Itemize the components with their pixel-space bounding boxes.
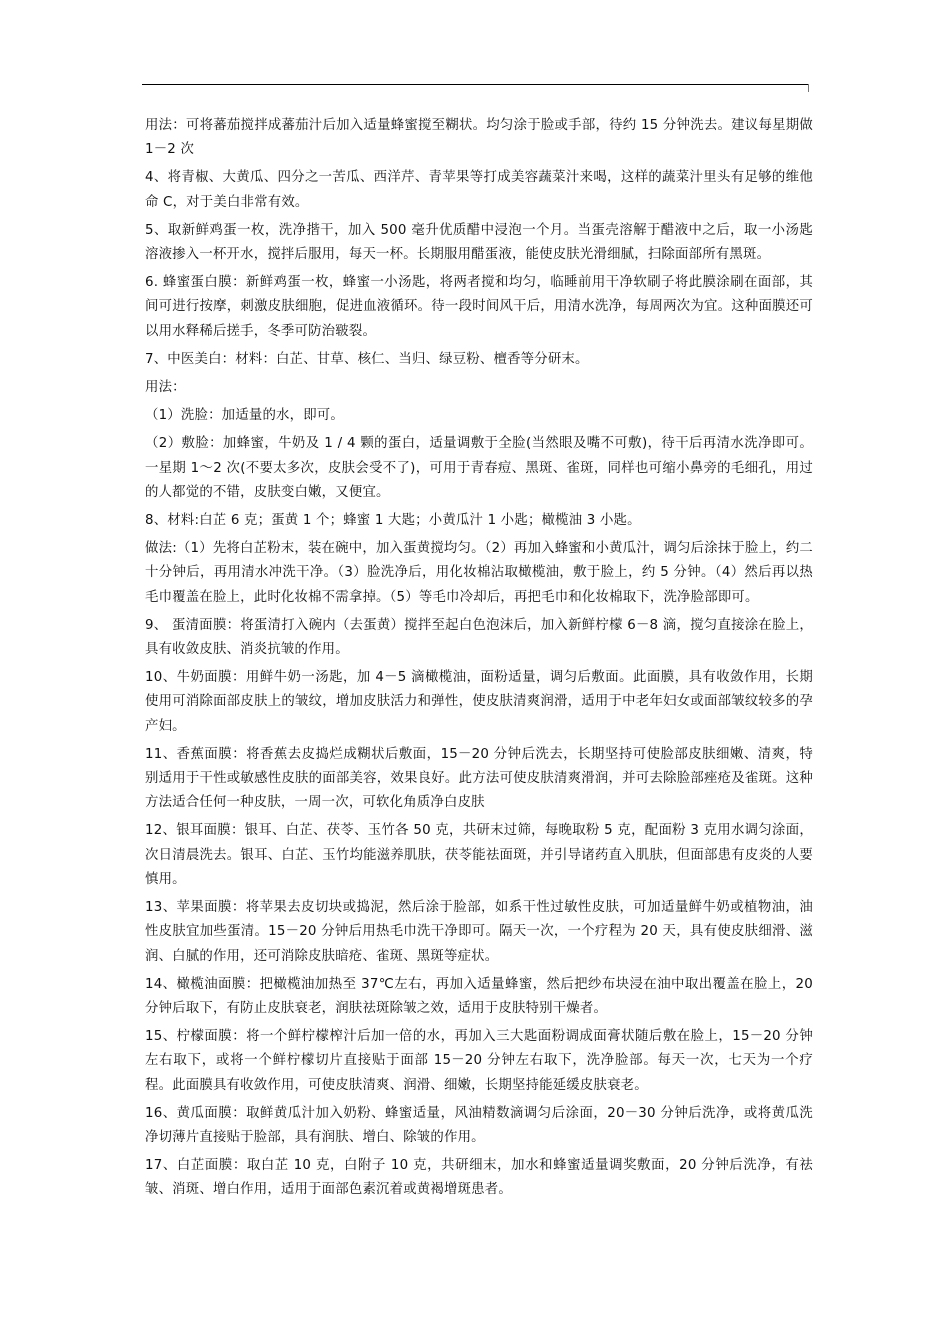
paragraph-item-6: 6. 蜂蜜蛋白膜：新鲜鸡蛋一枚，蜂蜜一小汤匙，将两者搅和均匀，临睡前用干净软刷子将此膜涂刷在面部，其间可进行按摩，刺激皮肤细胞，促进血液循环。待一段时间风干后，用清水洗净，每周两次为宜。这种面膜还可以用水释稀后搓手，冬季可防治皲裂。 [145, 275, 813, 339]
paragraph-item-12: 12、银耳面膜：银耳、白芷、茯苓、玉竹各 50 克，共研末过筛，每晚取粉 5 克，配面粉 3 克用水调匀涂面，次日清晨洗去。银耳、白芷、玉竹均能滋养肌肤，茯苓能祛面斑，并引导诸药直入肌肤，但面部患有皮炎的人要慎用。 [145, 823, 813, 887]
paragraph-item-7: 7、中医美白：材料：白芷、甘草、核仁、当归、绿豆粉、檀香等分研末。 [145, 351, 589, 367]
header-rule [142, 84, 808, 85]
paragraph-item-7-step-1: （1）洗脸：加适量的水，即可。 [145, 408, 344, 424]
paragraph-item-17: 17、白芷面膜：取白芷 10 克，白附子 10 克，共研细末，加水和蜂蜜适量调奖敷面，20 分钟后洗净，有祛皱、消斑、增白作用，适用于面部色素沉着或黄褐增斑患者。 [145, 1158, 813, 1198]
paragraph-item-4: 4、将青椒、大黄瓜、四分之一苦瓜、西洋芹、青苹果等打成美容蔬菜汁来喝，这样的蔬菜汁里头有足够的维他命 C，对于美白非常有效。 [145, 170, 813, 210]
paragraph-item-11: 11、香蕉面膜：将香蕉去皮捣烂成糊状后敷面，15－20 分钟后洗去，长期坚持可使脸部皮肤细嫩、清爽，特别适用于干性或敏感性皮肤的面部美容，效果良好。此方法可使皮肤清爽滑润，并可去除脸部痤疮及雀斑。这种方法适合任何一种皮肤，一周一次，可软化角质净白皮肤 [145, 746, 813, 811]
paragraph-item-8-method: 做法:（1）先将白芷粉末，装在碗中，加入蛋黄搅均匀。（2）再加入蜂蜜和小黄瓜汁，调匀后涂抹于脸上，约二十分钟后，再用清水冲洗干净。（3）脸洗净后，用化妆棉沾取橄榄油，敷于脸上，约 5 分钟。（4）然后再以热毛巾覆盖在脸上，此时化妆棉不需拿掉。（5）等毛巾冷却后，再把毛巾和化妆棉取下，洗净脸部即可。 [145, 541, 813, 605]
paragraph-item-7-usage-label: 用法： [145, 380, 186, 396]
document-body [145, 114, 813, 1207]
paragraph-item-14: 14、橄榄油面膜：把橄榄油加热至 37℃左右，再加入适量蜂蜜，然后把纱布块浸在油中取出覆盖在脸上，20 分钟后取下，有防止皮肤衰老，润肤祛斑除皱之效，适用于皮肤特别干燥者。 [145, 976, 813, 1016]
paragraph-item-8-materials: 8、材料:白芷 6 克；蛋黄 1 个；蜂蜜 1 大匙；小黄瓜汁 1 小匙；橄榄油 3 小匙。 [145, 513, 641, 529]
paragraph-item-16: 16、黄瓜面膜：取鲜黄瓜汁加入奶粉、蜂蜜适量，风油精数滴调匀后涂面，20－30 分钟后洗净，或将黄瓜洗净切薄片直接贴于脸部，具有润肤、增白、除皱的作用。 [145, 1105, 813, 1145]
paragraph-item-7-step-2: （2）敷脸：加蜂蜜，牛奶及 1 / 4 颗的蛋白，适量调敷于全脸(当然眼及嘴不可敷)，待干后再清水洗净即可。一星期 1～2 次(不要太多次，皮肤会受不了)，可用于青春痘、黑斑、雀斑，同样也可缩小鼻旁的毛细孔，用过的人都觉的不错，皮肤变白嫩，又便宜。 [145, 436, 813, 500]
header-rule-end-tick [808, 84, 809, 92]
paragraph-item-13: 13、苹果面膜：将苹果去皮切块或捣泥，然后涂于脸部，如系干性过敏性皮肤，可加适量鲜牛奶或植物油，油性皮肤宜加些蛋清。15－20 分钟后用热毛巾洗干净即可。隔天一次，一个疗程为 20 天，具有使皮肤细滑、滋润、白腻的作用，还可消除皮肤暗疮、雀斑、黑斑等症状。 [145, 900, 813, 964]
paragraph-item-15: 15、柠檬面膜：将一个鲜柠檬榨汁后加一倍的水，再加入三大匙面粉调成面膏状随后敷在脸上，15－20 分钟左右取下，或将一个鲜柠檬切片直接贴于面部 15－20 分钟左右取下，洗净脸部。每天一次，七天为一个疗程。此面膜具有收敛作用，可使皮肤清爽、润滑、细嫩，长期坚持能延缓皮肤衰老。 [145, 1029, 813, 1093]
paragraph-item-5: 5、取新鲜鸡蛋一枚，洗净揩干，加入 500 毫升优质醋中浸泡一个月。当蛋壳溶解于醋液中之后，取一小汤匙溶液掺入一杯开水，搅拌后服用，每天一杯。长期服用醋蛋液，能使皮肤光滑细腻，扫除面部所有黑斑。 [145, 222, 813, 263]
paragraph-item-9: 9、 蛋清面膜：将蛋清打入碗内（去蛋黄）搅拌至起白色泡沫后，加入新鲜柠檬 6－8 滴，搅匀直接涂在脸上，具有收敛皮肤、消炎抗皱的作用。 [145, 617, 813, 658]
paragraph-tomato-usage: 用法：可将蕃茄搅拌成蕃茄汁后加入适量蜂蜜搅至糊状。均匀涂于脸或手部，待约 15 分钟洗去。建议每星期做 1－2 次 [145, 118, 813, 158]
paragraph-item-10: 10、牛奶面膜：用鲜牛奶一汤匙，加 4－5 滴橄榄油，面粉适量，调匀后敷面。此面膜，具有收敛作用，长期使用可消除面部皮肤上的皱纹，增加皮肤活力和弹性，使皮肤清爽润滑，适用于中老年妇女或面部皱纹较多的孕产妇。 [145, 670, 813, 734]
